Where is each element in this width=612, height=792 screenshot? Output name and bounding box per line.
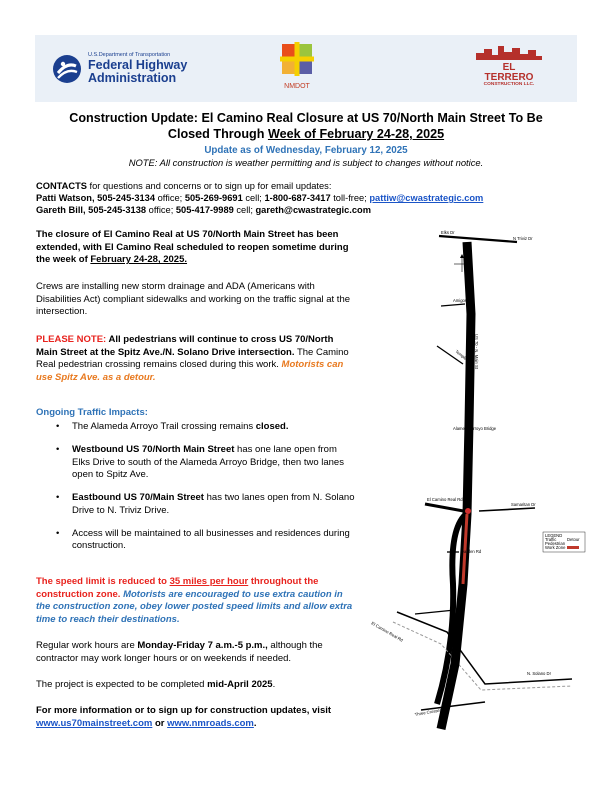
legend-traffic: Traffic [545,537,557,542]
terrero-name-line2: TERRERO [484,72,534,84]
b2-text: has one lane open from Elks Drive to south of the Alameda Arroyo Bridge, then two lanes open to Spitz Ave. [72,444,344,481]
contacts-label: CONTACTS [36,181,87,191]
patti-tollfree: 1-800-687-3417 [264,193,331,204]
map-background [367,224,594,737]
gareth-cell: 505-417-9989 [175,205,234,216]
pedestrian-plain: The Camino Real pedestrian crossing remains closed during this work. [36,346,349,371]
terrero-name-line1: EL [502,62,516,74]
terrero-skyline-icon [474,44,544,60]
fhwa-dept: U.S.Department of Transportation [88,52,171,58]
more-end: . [253,717,257,729]
contact-patti [36,192,581,204]
terrero-subtitle: CONSTRUCTION LLC. [483,82,535,88]
pedestrian-paragraph [36,334,356,384]
label-spitz: Spitz Ave [449,622,463,641]
closure-text: The closure of El Camino Real at US 70/North Main Street has been extended, with El Camino Real scheduled to reopen sometime during the week of [36,229,349,266]
nmdot-label: NMDOT [284,83,310,91]
contacts-intro-text: for questions and concerns or to sign up for email updates: [86,181,332,191]
legend-pedestrian: Pedestrian [545,541,566,546]
contacts-intro [36,180,581,192]
project-map [367,224,594,737]
label-ecr: El Camino Real Rd [427,497,463,502]
gareth-office-label: office; [146,205,176,216]
gareth-email[interactable]: gareth@cwastrategic.com [255,205,372,216]
bullet-dot: • [56,421,60,432]
patti-office-label: office; [155,193,185,204]
detour-note: Motorists can use Spitz Ave. as a detour. [36,359,344,383]
bullet-text [72,444,356,482]
list-item [36,421,356,434]
label-solano: N. Solano Dr [527,671,551,676]
legend-workzone: Work Zone [545,545,566,550]
label-elks: Elks Dr [441,230,455,235]
title-line1: Construction Update: El Camino Real Closure at US 70/North Main Street To Be [69,111,543,125]
hours-a: Regular work hours are [36,640,138,651]
completion-paragraph [36,679,356,692]
us70-link[interactable]: www.us70mainstreet.com [36,717,153,729]
bullet-text [72,492,356,517]
contact-gareth [36,204,581,216]
speed-caution: Motorists are encouraged to use extra caution in the construction zone, obey lower posted speed limits and allow extra time to reach their destinations. [36,588,353,625]
label-triviz: N Triviz Dr [513,236,533,241]
impacts-list [36,421,356,563]
page-title [35,111,577,142]
gareth-name-phone: Gareth Bill, 505-245-3138 [36,205,147,216]
hours-paragraph [36,640,356,665]
complete-a: The project is expected to be completed [36,679,208,690]
b3-bold: Eastbound US 70/Main Street [72,492,204,504]
b1-bold: closed. [255,421,289,432]
patti-tollfree-label: toll-free; [330,193,370,204]
bullet-dot: • [56,492,60,504]
speed-red-a: The speed limit is reduced to [36,576,170,587]
speed-red-b: throughout the construction zone. [36,576,319,600]
fhwa-name-line2: Administration [88,70,177,85]
nmdot-logo [276,41,318,91]
update-date: Update as of Wednesday, February 12, 2025 [204,145,408,156]
patti-cell: 505-269-9691 [184,193,243,204]
label-amigos: Amigos Dr [453,298,473,303]
complete-end: . [272,679,276,690]
list-item [36,528,356,553]
legend-detour: Detour [567,537,580,542]
label-us70: US 70 - N. Main St [474,334,479,369]
bullet-dot: • [56,444,60,456]
title-line2-date: Week of February 24-28, 2025 [267,126,445,141]
map-legend [543,532,585,552]
speed-paragraph [36,576,356,626]
fhwa-emblem-icon [52,54,82,84]
label-samaritan: Samaritan Dr [511,502,536,507]
patti-email-link[interactable]: pattiw@cwastrategic.com [369,193,484,204]
legend-workzone-swatch [567,546,579,549]
gareth-cell-label: cell; [233,205,256,216]
label-temple: Temple Dr [454,348,473,365]
label-darden: Darden Rd [461,549,482,554]
closure-paragraph [36,229,356,267]
legend-title: LEGEND [545,533,563,538]
b1-text: The Alameda Arroyo Trail crossing remains [72,421,256,432]
closure-marker-icon [465,508,471,514]
b3-text: has two lanes open from N. Solano Drive to N. Triviz Drive. [72,492,355,516]
speed-limit: 35 miles per hour [169,576,249,587]
crews-paragraph: Crews are installing new storm drainage and ADA (Americans with Disabilities Act) compliant sidewalks and working on the traffic signal at the intersection. [36,281,351,318]
more-text: For more information or to sign up for construction updates, visit [36,705,332,716]
impacts-heading: Ongoing Traffic Impacts: [36,407,148,418]
nmroads-link[interactable]: www.nmroads.com [167,717,254,729]
b4-text: Access will be maintained to all businesses and residences during construction. [72,527,350,552]
hours-b: although the contractor may work longer hours or on weekends if needed. [36,640,323,664]
fhwa-logo [52,53,187,85]
patti-name-phone: Patti Watson, 505-245-3134 [36,193,156,204]
pedestrian-bold: All pedestrians will continue to cross US 70/North Main Street at the Spitz Ave./N. Solano Drive intersection. [36,334,334,358]
weather-note: NOTE: All construction is weather permitting and is subject to changes without notice. [128,157,484,168]
nmdot-emblem-icon [279,41,315,77]
please-note-label: PLEASE NOTE: [36,334,109,345]
complete-date: mid-April 2025 [207,679,273,690]
patti-cell-label: cell; [242,193,265,204]
list-item [36,444,356,482]
more-info-paragraph [36,705,356,730]
title-line2-prefix: Closed Through [167,126,268,141]
closure-date: February 24-28, 2025. [90,254,188,266]
title-line2 [35,127,577,143]
label-ecr-south: El Camino Real Rd [370,620,404,643]
terrero-logo [472,44,546,88]
hours-bold: Monday-Friday 7 a.m.-5 p.m., [137,640,268,651]
more-or: or [152,717,168,729]
bullet-text [72,421,289,434]
contacts-block [36,180,581,216]
fhwa-name-line1: Federal Highway [88,57,188,72]
bullet-dot: • [56,527,60,539]
label-arroyo: Alameda Arroyo Bridge [453,426,497,431]
list-item [36,492,356,517]
b2-bold: Westbound US 70/North Main Street [72,444,235,456]
label-three-crosses: Three Crosses Ave [414,705,451,717]
